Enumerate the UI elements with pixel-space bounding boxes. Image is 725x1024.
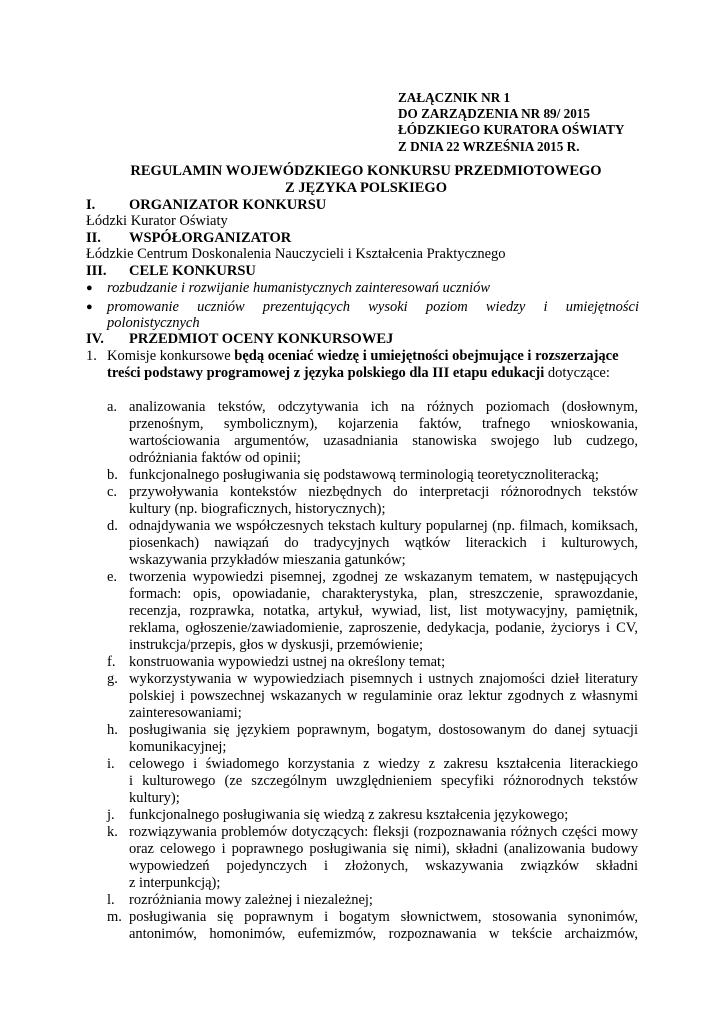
item-i-line-1: celowego i świadomego korzystania z wiedzy z zakresu kształcenia literackiego <box>129 756 638 772</box>
section-3-number: III. <box>86 263 107 279</box>
item-m-line-1: posługiwania się poprawnym i bogatym słownictwem, stosowania synonimów, <box>129 909 638 925</box>
item-c-line-1: przywoływania kontekstów niezbędnych do interpretacji różnorodnych tekstów <box>129 484 638 500</box>
point-1-line-1-part-b: będą oceniać wiedzę i umiejętności obejmujące i rozszerzające <box>234 348 619 364</box>
item-c-marker: c. <box>107 484 118 500</box>
point-1-line-2 <box>107 365 610 382</box>
item-d-line-2: piosenkach) nawiązań do tradycyjnych wątków literackich i kulturowych, <box>129 535 638 551</box>
goal-2-line-1: promowanie uczniów prezentujących wysoki poziom wiedzy i umiejętności <box>107 299 639 315</box>
item-i-line-2: i kulturowego (ze szczególnym uwzględnieniem specyfiki różnorodnych tekstów <box>129 773 638 789</box>
section-4-number: IV. <box>86 331 104 347</box>
item-e-marker: e. <box>107 569 118 585</box>
item-m-marker: m. <box>107 909 122 925</box>
item-k-line-2: oraz celowego i poprawnego posługiwania się nimi), składni (analizowania budowy <box>129 841 638 857</box>
attachment-line-3: ŁÓDZKIEGO KURATORA OŚWIATY <box>398 122 625 138</box>
item-f-marker: f. <box>107 654 116 670</box>
item-e-line-4: reklama, ogłoszenie/zawiadomienie, zaproszenie, dedykacja, podanie, życiorys i CV, <box>129 620 638 636</box>
item-d-line-1: odnajdywania we współczesnych tekstach kultury popularnej (np. filmach, komiksach, <box>129 518 638 534</box>
item-m-line-2: antonimów, homonimów, eufemizmów, rozpoznawania w tekście archaizmów, <box>129 926 638 942</box>
item-d-marker: d. <box>107 518 118 534</box>
bullet-icon: ● <box>86 301 93 313</box>
item-b-line-1: funkcjonalnego posługiwania się podstawową terminologią teoretycznoliteracką; <box>129 467 599 483</box>
item-g-line-1: wykorzystywania w wypowiedziach pisemnych i ustnych znajomości dzieł literatury <box>129 671 638 687</box>
item-k-line-4: z interpunkcją); <box>129 875 221 891</box>
attachment-header <box>398 90 624 155</box>
section-2-number: II. <box>86 230 101 246</box>
item-g-line-2: polskiej i powszechnej wskazanych w regulaminie oraz lektur zgodnych z własnymi <box>129 688 638 704</box>
item-k-marker: k. <box>107 824 118 840</box>
item-f-line-1: konstruowania wypowiedzi ustnej na określony temat; <box>129 654 446 670</box>
item-e-line-1: tworzenia wypowiedzi pisemnej, zgodnej ze wskazanym tematem, w następujących <box>129 569 638 585</box>
item-d-line-3: wskazywania przykładów mieszania gatunków; <box>129 552 406 568</box>
item-j-marker: j. <box>107 807 115 823</box>
item-h-line-1: posługiwania się językiem poprawnym, bogatym, dostosowanym do danej sytuacji <box>129 722 638 738</box>
section-2-text: Łódzkie Centrum Doskonalenia Nauczycieli i Kształcenia Praktycznego <box>86 246 506 262</box>
item-j-line-1: funkcjonalnego posługiwania się wiedzą z zakresu kształcenia językowego; <box>129 807 569 823</box>
item-h-marker: h. <box>107 722 118 738</box>
section-1-text: Łódzki Kurator Oświaty <box>86 213 228 229</box>
item-a-line-4: odróżniania faktów od opinii; <box>129 450 301 466</box>
point-1-line-2-part-b: dotyczące: <box>544 365 610 381</box>
point-1-line-1 <box>107 348 619 365</box>
item-e-line-3: recenzja, rozprawka, notatka, artykuł, wywiad, list, list motywacyjny, pamiętnik, <box>129 603 638 619</box>
attachment-line-1: ZAŁĄCZNIK NR 1 <box>398 90 511 105</box>
section-4-heading: PRZEDMIOT OCENY KONKURSOWEJ <box>129 331 394 347</box>
item-e-line-5: instrukcja/przepis, głos w dyskusji, przemówienie; <box>129 637 423 653</box>
item-e-line-2: formach: opis, opowiadanie, charakterystyka, plan, streszczenie, sprawozdanie, <box>129 586 638 602</box>
section-2-heading: WSPÓŁORGANIZATOR <box>129 230 292 246</box>
bullet-icon: ● <box>86 282 93 294</box>
item-i-line-3: kultury); <box>129 790 180 806</box>
item-c-line-2: kultury (np. biograficznych, historycznych); <box>129 501 386 517</box>
section-1-number: I. <box>86 197 96 213</box>
item-g-line-3: zainteresowaniami; <box>129 705 242 721</box>
goal-1: rozbudzanie i rozwijanie humanistycznych zainteresowań uczniów <box>107 280 491 296</box>
document-title-line-1: REGULAMIN WOJEWÓDZKIEGO KONKURSU PRZEDMIOTOWEGO <box>130 163 602 179</box>
item-a-line-2: przenośnym, symbolicznym), kojarzenia faktów, trafnego wnioskowania, <box>129 416 638 432</box>
point-1-line-2-part-a: treści podstawy programowej z języka polskiego dla III etapu edukacji <box>107 365 545 381</box>
point-1-line-1-part-a: Komisje konkursowe <box>107 348 235 364</box>
item-b-marker: b. <box>107 467 118 483</box>
item-a-line-3: wartościowania argumentów, uzasadniania stanowiska swojego lub cudzego, <box>129 433 638 449</box>
item-k-line-1: rozwiązywania problemów dotyczących: fleksji (rozpoznawania różnych części mowy <box>129 824 638 840</box>
section-1-heading: ORGANIZATOR KONKURSU <box>129 197 327 213</box>
item-a-marker: a. <box>107 399 118 415</box>
item-a-line-1: analizowania tekstów, odczytywania ich na różnych poziomach (dosłownym, <box>129 399 638 415</box>
item-l-line-1: rozróżniania mowy zależnej i niezależnej; <box>129 892 373 908</box>
item-g-marker: g. <box>107 671 118 687</box>
item-k-line-3: wypowiedzeń pojedynczych i złożonych, wskazywania związków składni <box>129 858 638 874</box>
goal-2-line-2: polonistycznych <box>107 315 200 331</box>
section-3-heading: CELE KONKURSU <box>129 263 256 279</box>
item-l-marker: l. <box>107 892 115 908</box>
attachment-line-4: Z DNIA 22 WRZEŚNIA 2015 R. <box>398 138 580 154</box>
point-1-number: 1. <box>86 348 97 364</box>
attachment-line-2: DO ZARZĄDZENIA NR 89/ 2015 <box>398 106 590 122</box>
item-i-marker: i. <box>107 756 115 772</box>
document-title-line-2: Z JĘZYKA POLSKIEGO <box>285 180 447 196</box>
item-h-line-2: komunikacyjnej; <box>129 739 227 755</box>
